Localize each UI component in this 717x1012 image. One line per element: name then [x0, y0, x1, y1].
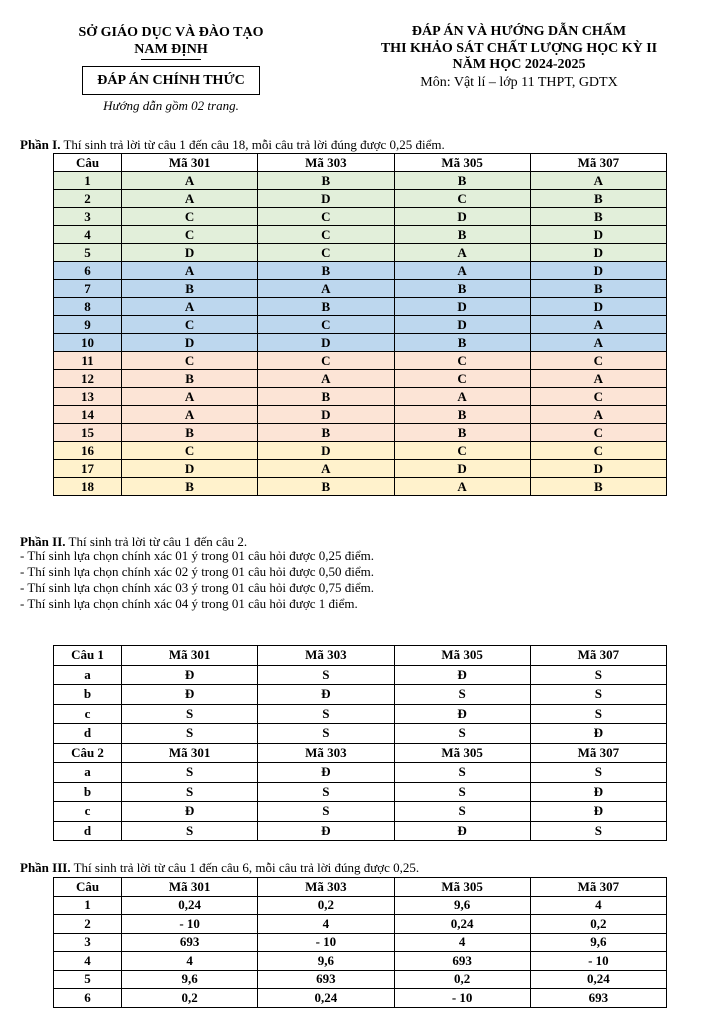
header-right	[345, 24, 693, 91]
question-cell: 1	[54, 172, 122, 190]
table-row	[54, 298, 667, 316]
answer-cell: A	[258, 370, 394, 388]
answer-cell: Đ	[122, 802, 258, 822]
question-cell: 18	[54, 478, 122, 496]
answer-cell: Đ	[394, 704, 530, 724]
scoring-rule: - Thí sinh lựa chọn chính xác 01 ý trong 01 câu hỏi được 0,25 điểm.	[20, 548, 374, 563]
answer-cell: A	[530, 172, 666, 190]
answer-cell: A	[394, 262, 530, 280]
answer-cell: B	[394, 280, 530, 298]
answer-cell: B	[258, 172, 394, 190]
answer-cell: S	[122, 724, 258, 744]
answer-cell: S	[122, 704, 258, 724]
exam-name: THI KHẢO SÁT CHẤT LƯỢNG HỌC KỲ II	[380, 40, 658, 56]
answer-cell: B	[122, 424, 258, 442]
table-row	[54, 208, 667, 226]
answer-cell: 4	[530, 896, 666, 915]
part3-header-row	[54, 878, 667, 897]
answer-cell: B	[394, 226, 530, 244]
answer-cell: S	[258, 665, 394, 685]
table-row	[54, 388, 667, 406]
part1-table	[53, 153, 667, 496]
answer-cell: Đ	[394, 665, 530, 685]
table-row	[54, 989, 667, 1008]
answer-cell: C	[530, 424, 666, 442]
answer-cell: S	[394, 724, 530, 744]
table-row	[54, 370, 667, 388]
answer-cell: A	[122, 262, 258, 280]
answer-cell: A	[394, 478, 530, 496]
answer-cell: D	[122, 244, 258, 262]
question-cell: 2	[54, 915, 122, 934]
table-row	[54, 406, 667, 424]
subject-line: Môn: Vật lí – lớp 11 THPT, GDTX	[420, 74, 618, 90]
answer-cell: D	[258, 406, 394, 424]
answer-cell: C	[122, 442, 258, 460]
header-cell-code: Mã 303	[258, 878, 394, 897]
answer-cell: D	[122, 334, 258, 352]
header-divider	[141, 59, 201, 60]
table-row	[54, 933, 667, 952]
q1-header-row	[54, 646, 667, 666]
scoring-rule: - Thí sinh lựa chọn chính xác 02 ý trong 01 câu hỏi được 0,50 điểm.	[20, 564, 374, 579]
answer-cell: D	[258, 190, 394, 208]
answer-cell: S	[530, 821, 666, 841]
province-name: NAM ĐỊNH	[134, 42, 208, 57]
header-cell-code: Mã 301	[122, 646, 258, 666]
answer-cell: B	[258, 298, 394, 316]
answer-cell: S	[394, 782, 530, 802]
answer-cell: 9,6	[530, 933, 666, 952]
department-name: SỞ GIÁO DỤC VÀ ĐÀO TẠO	[78, 25, 264, 40]
header-cell-code: Mã 301	[122, 878, 258, 897]
answer-cell: S	[530, 665, 666, 685]
question-cell: 3	[54, 208, 122, 226]
answer-cell: C	[258, 208, 394, 226]
table-row	[54, 190, 667, 208]
question-cell: a	[54, 665, 122, 685]
answer-cell: C	[394, 190, 530, 208]
answer-cell: 0,2	[122, 989, 258, 1008]
header-cell-code: Mã 305	[394, 878, 530, 897]
table-row	[54, 782, 667, 802]
header-cell-code: Mã 305	[394, 646, 530, 666]
scoring-rule: - Thí sinh lựa chọn chính xác 04 ý trong 01 câu hỏi được 1 điểm.	[20, 596, 358, 611]
question-cell: b	[54, 685, 122, 705]
table-row	[54, 915, 667, 934]
answer-cell: A	[122, 298, 258, 316]
table-row	[54, 821, 667, 841]
answer-cell: D	[258, 334, 394, 352]
part2-table	[53, 645, 667, 841]
question-cell: 10	[54, 334, 122, 352]
answer-cell: B	[122, 370, 258, 388]
question-cell: c	[54, 802, 122, 822]
answer-cell: A	[394, 244, 530, 262]
part3-heading	[20, 860, 419, 875]
answer-cell: - 10	[258, 933, 394, 952]
answer-cell: S	[394, 763, 530, 783]
table-row	[54, 244, 667, 262]
answer-cell: D	[394, 460, 530, 478]
part1-header-row	[54, 154, 667, 172]
answer-cell: Đ	[258, 763, 394, 783]
answer-cell: 0,24	[258, 989, 394, 1008]
question-cell: 14	[54, 406, 122, 424]
table-row	[54, 970, 667, 989]
answer-cell: A	[530, 334, 666, 352]
question-cell: 15	[54, 424, 122, 442]
answer-cell: B	[258, 388, 394, 406]
question-cell: 12	[54, 370, 122, 388]
answer-cell: A	[122, 172, 258, 190]
header-cell-code: Mã 301	[122, 743, 258, 763]
answer-cell: D	[530, 298, 666, 316]
answer-cell: B	[122, 280, 258, 298]
answer-cell: A	[258, 280, 394, 298]
header-cell-code: Mã 307	[530, 743, 666, 763]
answer-cell: 0,2	[394, 970, 530, 989]
table-row	[54, 280, 667, 298]
question-cell: d	[54, 821, 122, 841]
part2-scoring-rules	[20, 548, 374, 612]
table-row	[54, 316, 667, 334]
answer-cell: S	[258, 802, 394, 822]
part3-label: Phần III.	[20, 860, 71, 875]
table-row	[54, 226, 667, 244]
answer-cell: C	[122, 226, 258, 244]
answer-cell: S	[530, 704, 666, 724]
header-cell-code: Mã 307	[530, 154, 666, 172]
answer-cell: S	[122, 821, 258, 841]
table-row	[54, 334, 667, 352]
header-cell-code: Mã 307	[530, 878, 666, 897]
answer-cell: B	[122, 478, 258, 496]
table-row	[54, 262, 667, 280]
header-cell-code: Mã 303	[258, 154, 394, 172]
answer-cell: A	[530, 406, 666, 424]
answer-cell: 693	[394, 952, 530, 971]
answer-cell: 9,6	[258, 952, 394, 971]
question-cell: 4	[54, 226, 122, 244]
header-cell-code: Mã 305	[394, 154, 530, 172]
answer-cell: B	[394, 406, 530, 424]
answer-cell: Đ	[530, 782, 666, 802]
header-cell-code: Mã 303	[258, 646, 394, 666]
table-row	[54, 352, 667, 370]
answer-cell: S	[258, 704, 394, 724]
answer-cell: C	[258, 244, 394, 262]
table-row	[54, 460, 667, 478]
answer-cell: B	[258, 424, 394, 442]
answer-cell: S	[258, 782, 394, 802]
pages-note: Hướng dẫn gồm 02 trang.	[103, 98, 239, 113]
part2-text: Thí sinh trả lời từ câu 1 đến câu 2.	[65, 534, 248, 549]
answer-cell: C	[394, 370, 530, 388]
part3-table	[53, 877, 667, 1008]
answer-cell: C	[258, 316, 394, 334]
answer-cell: 0,24	[394, 915, 530, 934]
answer-cell: C	[122, 352, 258, 370]
question-cell: 1	[54, 896, 122, 915]
answer-cell: C	[394, 352, 530, 370]
header-cell-question: Câu	[54, 154, 122, 172]
question-cell: b	[54, 782, 122, 802]
answer-cell: Đ	[258, 685, 394, 705]
question-cell: a	[54, 763, 122, 783]
official-answer-box: ĐÁP ÁN CHÍNH THỨC	[82, 66, 259, 95]
answer-cell: C	[530, 388, 666, 406]
question-cell: 6	[54, 989, 122, 1008]
answer-cell: C	[530, 442, 666, 460]
answer-cell: S	[122, 763, 258, 783]
part1-heading	[20, 137, 445, 152]
answer-cell: 4	[122, 952, 258, 971]
answer-cell: S	[530, 763, 666, 783]
answer-cell: A	[394, 388, 530, 406]
answer-cell: S	[394, 802, 530, 822]
doc-title: ĐÁP ÁN VÀ HƯỚNG DẪN CHẤM	[411, 24, 627, 39]
question-cell: 7	[54, 280, 122, 298]
answer-cell: D	[394, 316, 530, 334]
answer-cell: - 10	[530, 952, 666, 971]
question-cell: 16	[54, 442, 122, 460]
answer-cell: 0,2	[258, 896, 394, 915]
q2-header-row	[54, 743, 667, 763]
answer-cell: D	[394, 298, 530, 316]
answer-cell: C	[122, 316, 258, 334]
answer-cell: B	[258, 478, 394, 496]
answer-cell: Đ	[530, 724, 666, 744]
scoring-rule: - Thí sinh lựa chọn chính xác 03 ý trong 01 câu hỏi được 0,75 điểm.	[20, 580, 374, 595]
answer-cell: 0,2	[530, 915, 666, 934]
answer-cell: - 10	[122, 915, 258, 934]
answer-cell: A	[122, 190, 258, 208]
answer-cell: D	[394, 208, 530, 226]
answer-cell: A	[122, 406, 258, 424]
answer-cell: 9,6	[394, 896, 530, 915]
answer-cell: S	[258, 724, 394, 744]
answer-cell: S	[122, 782, 258, 802]
answer-cell: B	[394, 424, 530, 442]
answer-cell: Đ	[122, 685, 258, 705]
answer-cell: B	[394, 334, 530, 352]
answer-cell: D	[530, 226, 666, 244]
table-row	[54, 724, 667, 744]
header-cell-code: Mã 305	[394, 743, 530, 763]
answer-cell: B	[530, 478, 666, 496]
question-cell: 6	[54, 262, 122, 280]
part3-text: Thí sinh trả lời từ câu 1 đến câu 6, mỗi câu trả lời đúng được 0,25.	[70, 860, 420, 875]
answer-cell: D	[530, 244, 666, 262]
answer-cell: D	[258, 442, 394, 460]
answer-cell: C	[530, 352, 666, 370]
answer-cell: C	[122, 208, 258, 226]
question-cell: c	[54, 704, 122, 724]
question-cell: 17	[54, 460, 122, 478]
answer-cell: Đ	[122, 665, 258, 685]
header-cell-code: Mã 303	[258, 743, 394, 763]
answer-cell: 693	[122, 933, 258, 952]
part2-label: Phần II.	[20, 534, 66, 549]
table-row	[54, 704, 667, 724]
table-row	[54, 952, 667, 971]
answer-cell: 4	[258, 915, 394, 934]
header-left	[32, 24, 310, 114]
answer-cell: D	[530, 460, 666, 478]
answer-cell: Đ	[258, 821, 394, 841]
question-cell: 2	[54, 190, 122, 208]
question-cell: 11	[54, 352, 122, 370]
header-cell-question: Câu 1	[54, 646, 122, 666]
answer-cell: 0,24	[530, 970, 666, 989]
table-row	[54, 685, 667, 705]
table-row	[54, 665, 667, 685]
answer-cell: Đ	[394, 821, 530, 841]
question-cell: d	[54, 724, 122, 744]
answer-cell: A	[258, 460, 394, 478]
table-row	[54, 442, 667, 460]
answer-cell: 4	[394, 933, 530, 952]
header-cell-question: Câu 2	[54, 743, 122, 763]
header-cell-code: Mã 301	[122, 154, 258, 172]
question-cell: 8	[54, 298, 122, 316]
answer-cell: Đ	[530, 802, 666, 822]
answer-cell: B	[394, 172, 530, 190]
table-row	[54, 478, 667, 496]
question-cell: 5	[54, 244, 122, 262]
answer-cell: A	[530, 370, 666, 388]
answer-cell: S	[530, 685, 666, 705]
part1-label: Phần I.	[20, 137, 61, 152]
answer-cell: C	[258, 226, 394, 244]
part2-heading	[20, 534, 247, 549]
answer-cell: A	[122, 388, 258, 406]
answer-cell: S	[394, 685, 530, 705]
table-row	[54, 802, 667, 822]
header-cell-code: Mã 307	[530, 646, 666, 666]
answer-cell: B	[530, 280, 666, 298]
answer-cell: B	[530, 208, 666, 226]
header-cell-question: Câu	[54, 878, 122, 897]
question-cell: 4	[54, 952, 122, 971]
answer-cell: C	[258, 352, 394, 370]
answer-cell: D	[122, 460, 258, 478]
question-cell: 3	[54, 933, 122, 952]
question-cell: 5	[54, 970, 122, 989]
answer-cell: D	[530, 262, 666, 280]
question-cell: 9	[54, 316, 122, 334]
answer-cell: C	[394, 442, 530, 460]
answer-cell: B	[258, 262, 394, 280]
table-row	[54, 172, 667, 190]
table-row	[54, 424, 667, 442]
answer-cell: - 10	[394, 989, 530, 1008]
answer-cell: 0,24	[122, 896, 258, 915]
answer-cell: B	[530, 190, 666, 208]
school-year: NĂM HỌC 2024-2025	[452, 57, 586, 72]
answer-cell: A	[530, 316, 666, 334]
answer-cell: 693	[530, 989, 666, 1008]
part1-text: Thí sinh trả lời từ câu 1 đến câu 18, mỗi câu trả lời đúng được 0,25 điểm.	[60, 137, 445, 152]
answer-cell: 693	[258, 970, 394, 989]
question-cell: 13	[54, 388, 122, 406]
table-row	[54, 763, 667, 783]
table-row	[54, 896, 667, 915]
answer-cell: 9,6	[122, 970, 258, 989]
